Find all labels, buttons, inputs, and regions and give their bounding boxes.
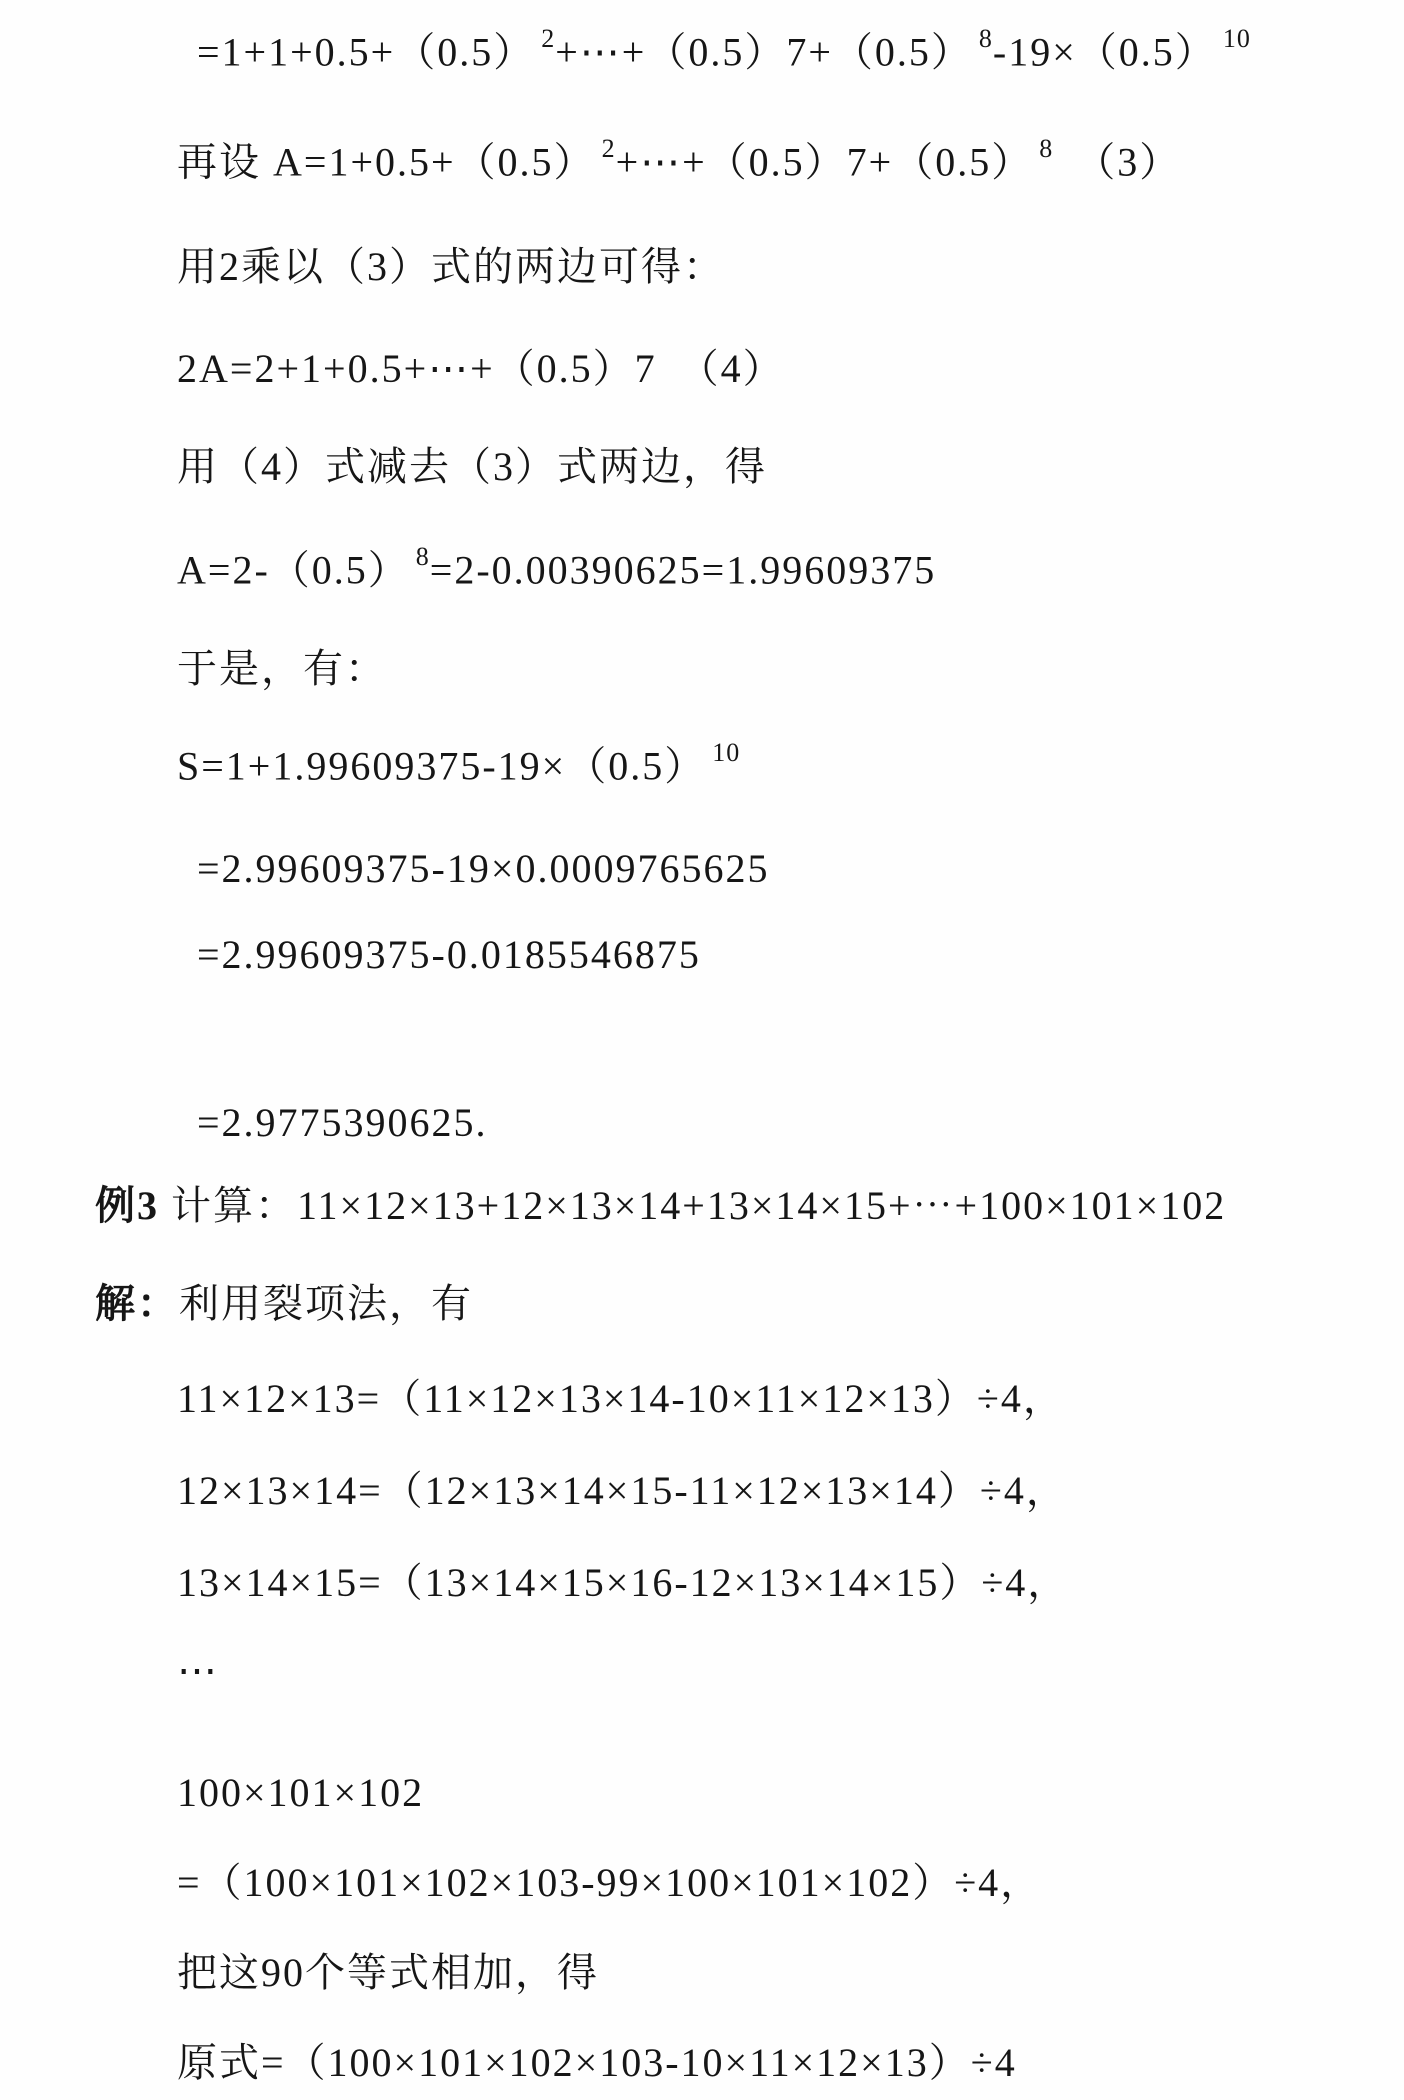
text-segment: 把这90个等式相加，得 — [177, 1950, 599, 1995]
text-segment: 利用裂项法，有 — [179, 1281, 473, 1326]
text-segment: 100×101×102 — [177, 1770, 425, 1815]
text-segment: 再设 A=1+0.5+（0.5） — [177, 139, 596, 185]
document-line-9 — [197, 846, 769, 892]
text-segment: +⋯+（0.5）7+（0.5） — [555, 29, 973, 75]
document-line-6 — [177, 542, 937, 593]
superscript-exponent: 10 — [712, 738, 741, 767]
text-segment: =1+1+0.5+（0.5） — [197, 29, 536, 75]
text-segment: （3） — [1053, 139, 1182, 185]
text-segment: 用2乘以（3）式的两边可得： — [177, 244, 725, 289]
text-segment: ⋯ — [177, 1648, 219, 1693]
text-segment: =2-0.00390625=1.99609375 — [429, 547, 937, 593]
document-line-16 — [177, 1560, 1069, 1606]
superscript-exponent: 8 — [415, 542, 430, 571]
superscript-exponent: 2 — [541, 24, 556, 53]
text-segment: 11×12×13=（11×12×13×14-10×11×12×13）÷4， — [177, 1376, 1065, 1421]
text-segment: S=1+1.99609375-19×（0.5） — [177, 743, 707, 789]
text-segment: 用（4）式减去（3）式两边，得 — [177, 444, 767, 489]
superscript-exponent: 10 — [1222, 24, 1251, 53]
text-segment: -19×（0.5） — [992, 29, 1217, 75]
text-segment: 计算：11×12×13+12×13×14+13×14×15+⋯+100×101×102 — [159, 1183, 1227, 1228]
text-segment: 2A=2+1+0.5+⋯+（0.5）7 （4） — [177, 346, 785, 391]
document-line-19 — [177, 1860, 1042, 1906]
document-line-1 — [197, 24, 1251, 75]
superscript-exponent: 2 — [601, 134, 616, 163]
superscript-exponent: 8 — [978, 24, 993, 53]
document-line-10 — [197, 932, 701, 978]
document-line-17 — [177, 1648, 219, 1694]
document-line-21 — [177, 2040, 1017, 2086]
document-line-15 — [177, 1468, 1068, 1514]
document-line-5 — [177, 444, 767, 490]
document-line-3 — [177, 244, 725, 290]
bold-label: 解： — [95, 1281, 179, 1326]
text-segment: =2.99609375-19×0.0009765625 — [197, 846, 770, 891]
document-line-14 — [177, 1376, 1065, 1422]
document-line-2 — [177, 134, 1182, 185]
document-line-20 — [177, 1950, 599, 1996]
text-segment: 13×14×15=（13×14×15×16-12×13×14×15）÷4， — [177, 1560, 1070, 1605]
text-segment: =（100×101×102×103-99×100×101×102）÷4， — [177, 1860, 1043, 1905]
document-line-7 — [177, 646, 387, 692]
document-line-8 — [177, 738, 741, 789]
text-segment: 于是，有： — [177, 646, 387, 691]
document-line-12 — [95, 1183, 1226, 1229]
document-line-11 — [197, 1100, 488, 1146]
document-line-13 — [95, 1281, 473, 1327]
document-line-4 — [177, 346, 785, 392]
text-segment: +⋯+（0.5）7+（0.5） — [615, 139, 1034, 185]
text-segment: 原式=（100×101×102×103-10×11×12×13）÷4 — [177, 2040, 1017, 2085]
text-segment: 12×13×14=（12×13×14×15-11×12×13×14）÷4， — [177, 1468, 1068, 1513]
document-line-18 — [177, 1770, 424, 1816]
bold-label: 例3 — [95, 1183, 159, 1228]
text-segment: =2.99609375-0.0185546875 — [197, 932, 701, 977]
text-segment: =2.9775390625. — [197, 1100, 488, 1145]
superscript-exponent: 8 — [1039, 134, 1054, 163]
text-segment: A=2-（0.5） — [177, 547, 410, 593]
